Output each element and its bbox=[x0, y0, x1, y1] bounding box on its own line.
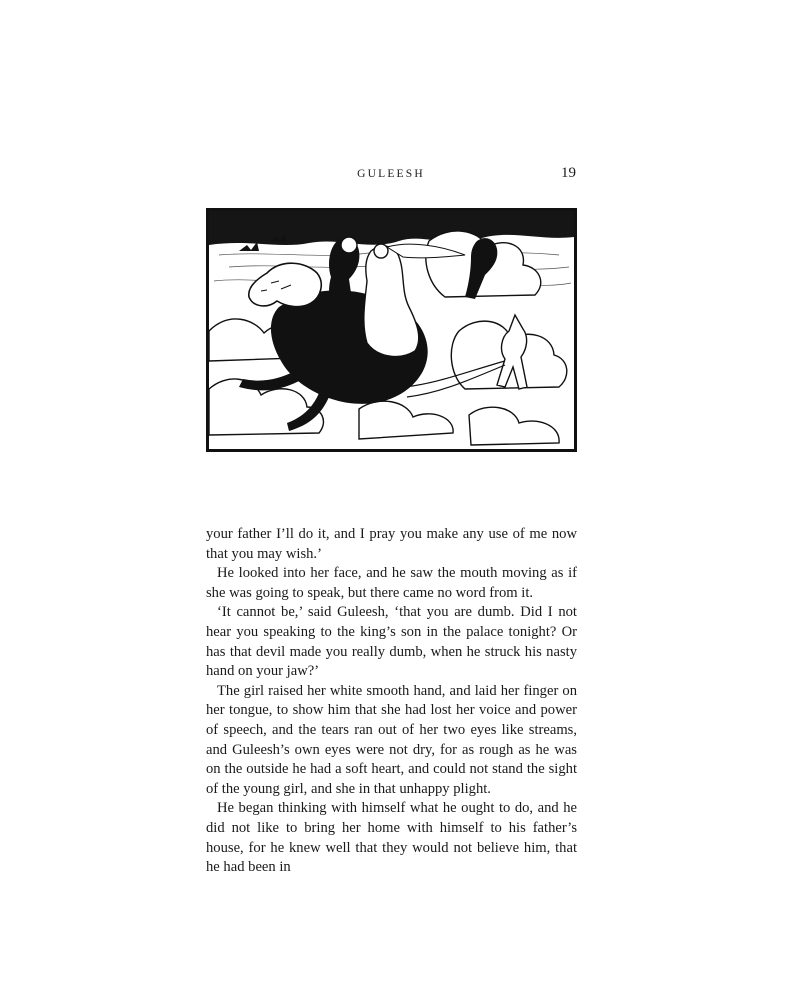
illustration-engraving-icon bbox=[209, 211, 574, 449]
paragraph-5: He began thinking with himself what he ought to do, and he did not like to bring her home with himself to his father’s house, for he knew well that they would not believe him, that he had been in bbox=[206, 800, 577, 876]
paragraph-4: The girl raised her white smooth hand, and laid her finger on her tongue, to show him that she had lost her voice and power of speech, and the tears ran out of her two eyes like streams, and Guleesh’s own eyes were not dry, for as rough as he was on the outside he had a soft heart, and could not stand the sight of the young girl, and she in that unhappy plight. bbox=[206, 682, 577, 797]
paragraph-3: ‘It cannot be,’ said Guleesh, ‘that you are dumb. Did I not hear you speaking to the king’s son in the palace tonight? Or has that devil made you really dumb, when he struck his nasty hand on your jaw?’ bbox=[206, 604, 577, 680]
running-head bbox=[206, 166, 576, 184]
paragraph-1: your father I’ll do it, and I pray you make any use of me now that you may wish.’ bbox=[206, 526, 577, 562]
illustration-plate bbox=[206, 208, 577, 452]
running-title: GULEESH bbox=[357, 168, 425, 180]
body-text bbox=[206, 525, 577, 878]
paragraph-2: He looked into her face, and he saw the mouth moving as if she was going to speak, but there came no word from it. bbox=[206, 565, 577, 601]
page-number: 19 bbox=[561, 165, 576, 181]
